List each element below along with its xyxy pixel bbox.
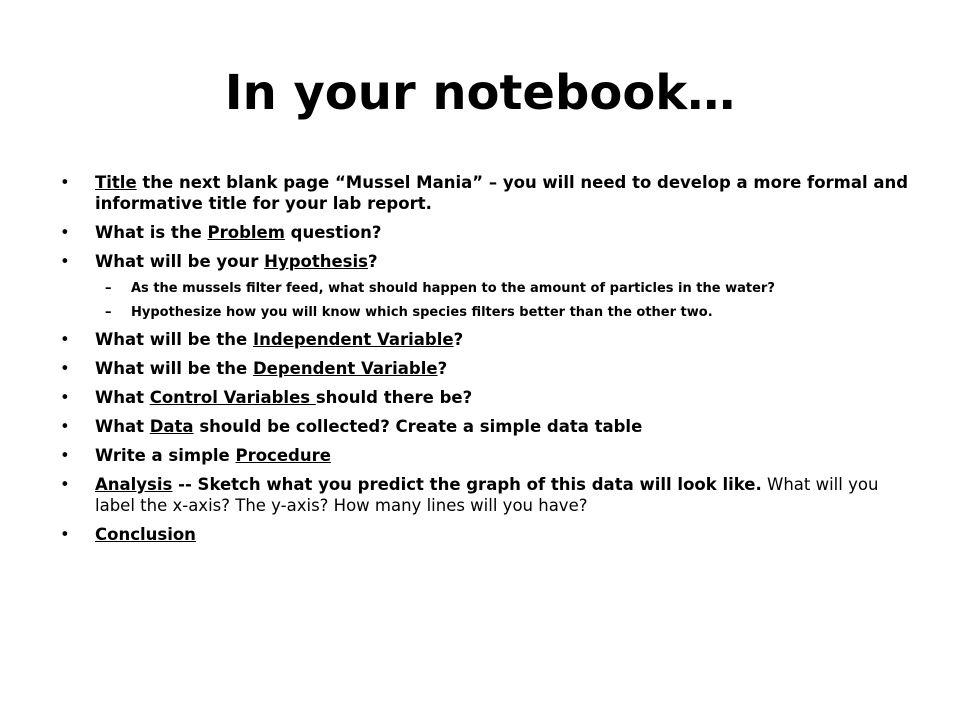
bullet-text-segment: Write a simple <box>95 446 236 465</box>
bullet-keyword: Conclusion <box>95 525 196 544</box>
bullet-text-segment: should be collected? Create a simple data table <box>193 417 643 436</box>
bullet-item <box>60 416 920 437</box>
bullet-item <box>60 172 920 214</box>
bullet-item <box>60 329 920 350</box>
bullet-dot-icon: • <box>60 359 70 378</box>
bullet-text <box>95 525 196 544</box>
bullet-item <box>60 251 920 321</box>
bullet-text-segment: What will you label the x-axis? The y-axis? How many lines will you have? <box>95 475 879 515</box>
bullet-text-segment: What is the <box>95 223 208 242</box>
bullet-keyword: Data <box>149 417 194 436</box>
bullet-text-segment: What <box>95 417 150 436</box>
bullet-keyword: Title <box>95 173 137 192</box>
bullet-dot-icon: • <box>60 330 70 349</box>
sub-bullet-text: Hypothesize how you will know which species filters better than the other two. <box>131 305 713 320</box>
bullet-keyword: Analysis <box>95 475 173 494</box>
bullet-text-segment: What will be the <box>95 330 253 349</box>
sub-bullet-list <box>95 280 920 321</box>
bullet-text <box>95 359 447 378</box>
bullet-keyword: Hypothesis <box>264 252 368 271</box>
bullet-item <box>60 387 920 408</box>
bullet-text-segment: -- Sketch what you predict the graph of this data will look like. <box>172 475 762 494</box>
bullet-item <box>60 474 920 516</box>
bullet-text-segment: What will be your <box>95 252 265 271</box>
bullet-keyword: Dependent Variable <box>252 359 438 378</box>
bullet-item <box>60 222 920 243</box>
bullet-keyword: Control Variables <box>149 388 316 407</box>
bullet-dot-icon: • <box>60 525 70 544</box>
bullet-text-segment: ? <box>453 330 464 349</box>
bullet-text <box>95 223 381 242</box>
bullet-text-segment: question? <box>284 223 382 242</box>
sub-bullet-item <box>95 304 920 321</box>
bullet-item <box>60 524 920 545</box>
bullet-text-segment: ? <box>367 252 378 271</box>
bullet-dot-icon: • <box>60 223 70 242</box>
bullet-text-segment: What <box>95 388 150 407</box>
bullet-text <box>95 417 642 436</box>
bullet-dot-icon: • <box>60 475 70 494</box>
bullet-item <box>60 445 920 466</box>
bullet-text-segment: ? <box>437 359 448 378</box>
bullet-item <box>60 358 920 379</box>
bullet-list <box>60 172 920 553</box>
bullet-dot-icon: • <box>60 446 70 465</box>
bullet-text <box>95 252 378 271</box>
dash-icon: – <box>105 305 112 320</box>
bullet-keyword: Procedure <box>235 446 331 465</box>
bullet-text-segment: the next blank page “Mussel Mania” – you will need to develop a more formal and informative title for your lab report. <box>95 173 909 213</box>
bullet-dot-icon: • <box>60 252 70 271</box>
bullet-dot-icon: • <box>60 417 70 436</box>
sub-bullet-text: As the mussels filter feed, what should happen to the amount of particles in the water? <box>131 281 775 296</box>
bullet-text-segment: should there be? <box>315 388 473 407</box>
slide-title: In your notebook… <box>224 65 736 121</box>
bullet-text <box>95 446 331 465</box>
bullet-dot-icon: • <box>60 388 70 407</box>
bullet-text <box>95 475 878 515</box>
bullet-keyword: Problem <box>207 223 285 242</box>
bullet-text <box>95 388 472 407</box>
bullet-keyword: Independent Variable <box>252 330 454 349</box>
bullet-text <box>95 173 908 213</box>
bullet-text-segment: What will be the <box>95 359 253 378</box>
sub-bullet-item <box>95 280 920 297</box>
bullet-text <box>95 330 463 349</box>
bullet-dot-icon: • <box>60 173 70 192</box>
dash-icon: – <box>105 281 112 296</box>
